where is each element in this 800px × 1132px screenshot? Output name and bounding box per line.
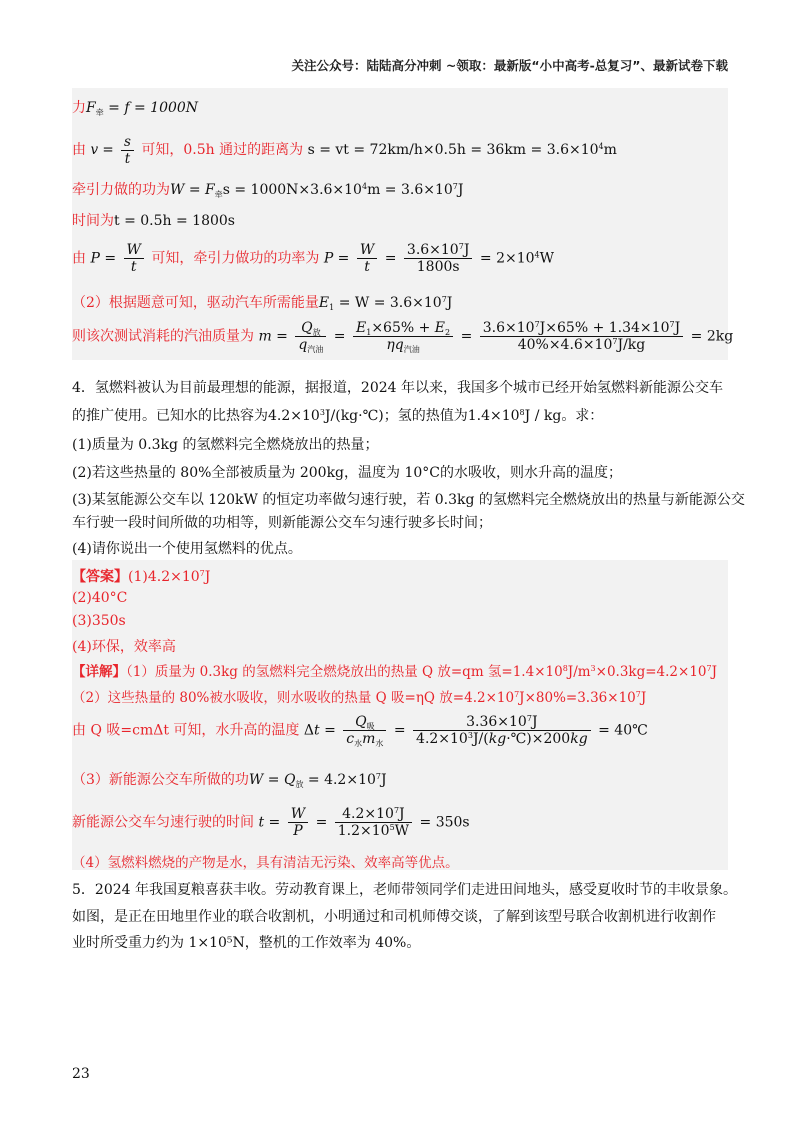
q5-paragraph-3: 业时所受重力约为 1×10⁵N，整机的工作效率为 40%。 <box>72 935 421 951</box>
q4-subquestion-3a: (3)某氢能源公交车以 120kW 的恒定功率做匀速行驶，若 0.3kg 的氢燃料完全燃烧放出的热量与新能源公交 <box>72 492 745 508</box>
answer-3: (3)350s <box>72 613 126 629</box>
q5-paragraph-1: 5．2024 年我国夏粮喜获丰收。劳动教育课上，老师带领同学们走进田间地头，感受夏收时节的丰收景象。 <box>72 882 737 898</box>
detail-line-5: 新能源公交车匀速行驶的时间 t = $\frac{W}{P}$ = $\frac{4.2\times 10^7J}{1.2\times 10^5W}$ = 350s <box>72 806 470 839</box>
prev-line-7: 则该次测试消耗的汽油质量为 m = $\frac{Q_放}{q_{汽油}}$ = $\frac{E_1\times 65\% + E_2}{\eta q_{汽油}}$ = $\frac{3.6\times 10^7J\times 65\% + 1.34\times 10^7J}{40\%\times 4.6\times 10^7J/kg}$ = 2kg <box>72 320 734 354</box>
detail-line-3: 由 Q 吸=cmΔt 可知，水升高的温度 Δt = $\frac{Q_吸}{c_水m_水}$ = $\frac{3.36\times 10^7J}{4.2\times 10^3J/(kg\cdot℃)\times 200kg}$ = 40℃ <box>72 714 648 748</box>
q4-subquestion-3b: 车行驶一段时间所做的功相等，则新能源公交车匀速行驶多长时间； <box>72 515 492 531</box>
q4-paragraph-1: 4．氢燃料被认为目前最理想的能源，据报道，2024 年以来，我国多个城市已经开始氢燃料新能源公交车 <box>72 380 723 396</box>
prev-line-3: 牵引力做的功为$W = F_牵s = 1000N\times 3.6\times 10^4m = 3.6\times 10^7J$ <box>72 182 464 199</box>
prev-line-5: 由 P = $\frac{W}{t}$ 可知，牵引力做功的功率为 P = $\frac{W}{t}$ = $\frac{3.6\times 10^7J}{1800s}$ = $2\times 10^4W$ <box>72 242 555 275</box>
prev-line-1: 力$F_牵 = f = 1000N$ <box>72 100 199 117</box>
page-number: 23 <box>72 1066 90 1082</box>
detail-line-1: 【详解】（1）质量为 0.3kg 的氢燃料完全燃烧放出的热量 Q 放=qm 氢$=1.4\times 10^8J/m^3\times 0.3kg=4.2\times 10^7J$ <box>72 664 718 680</box>
answer-4: (4)环保，效率高 <box>72 639 176 655</box>
detail-line-2: （2）这些热量的 80%被水吸收，则水吸收的热量 Q 吸=ηQ 放$=4.2\times 10^7J\times 80\%=3.36\times 10^7J$ <box>72 690 647 706</box>
prev-line-4: 时间为t = 0.5h = 1800s <box>72 213 235 229</box>
q4-subquestion-2: (2)若这些热量的 80%全部被质量为 200kg，温度为 10°C的水吸收，则水升高的温度； <box>72 465 622 481</box>
detail-line-4: （3）新能源公交车所做的功$W = Q_放 = 4.2\times 10^7J$ <box>72 772 387 789</box>
prev-line-2: 由 v = $\frac{s}{t}$ 可知，0.5h 通过的距离为 s = vt = $72km/h\times 0.5h = 36km = 3.6\times 10^4m$ <box>72 134 617 167</box>
prev-line-6: （2）根据题意可知，驱动汽车所需能量$E_1 = W = 3.6\times 10^7J$ <box>72 295 453 312</box>
q4-paragraph-2: 的推广使用。已知水的比热容为$4.2\times 10^3J/(kg\cdot℃)$；氢的热值为$1.4\times 10^8J$ / kg。求： <box>72 408 604 424</box>
answer-2: (2)40°C <box>72 590 128 606</box>
q4-subquestion-4: (4)请你说出一个使用氢燃料的优点。 <box>72 541 302 557</box>
detail-line-6: （4）氢燃料燃烧的产物是水，具有清洁无污染、效率高等优点。 <box>72 855 459 871</box>
answer-1: 【答案】$(1)4.2\times 10^7J$ <box>72 569 211 585</box>
q4-subquestion-1: (1)质量为 0.3kg 的氢燃料完全燃烧放出的热量； <box>72 437 379 453</box>
page-header: 关注公众号：陆陆高分冲刺 ~领取：最新版“小中高考-总复习”、最新试卷下载 <box>291 58 728 73</box>
q5-paragraph-2: 如图，是正在田地里作业的联合收割机，小明通过和司机师傅交谈，了解到该型号联合收割机进行收割作 <box>72 909 716 925</box>
